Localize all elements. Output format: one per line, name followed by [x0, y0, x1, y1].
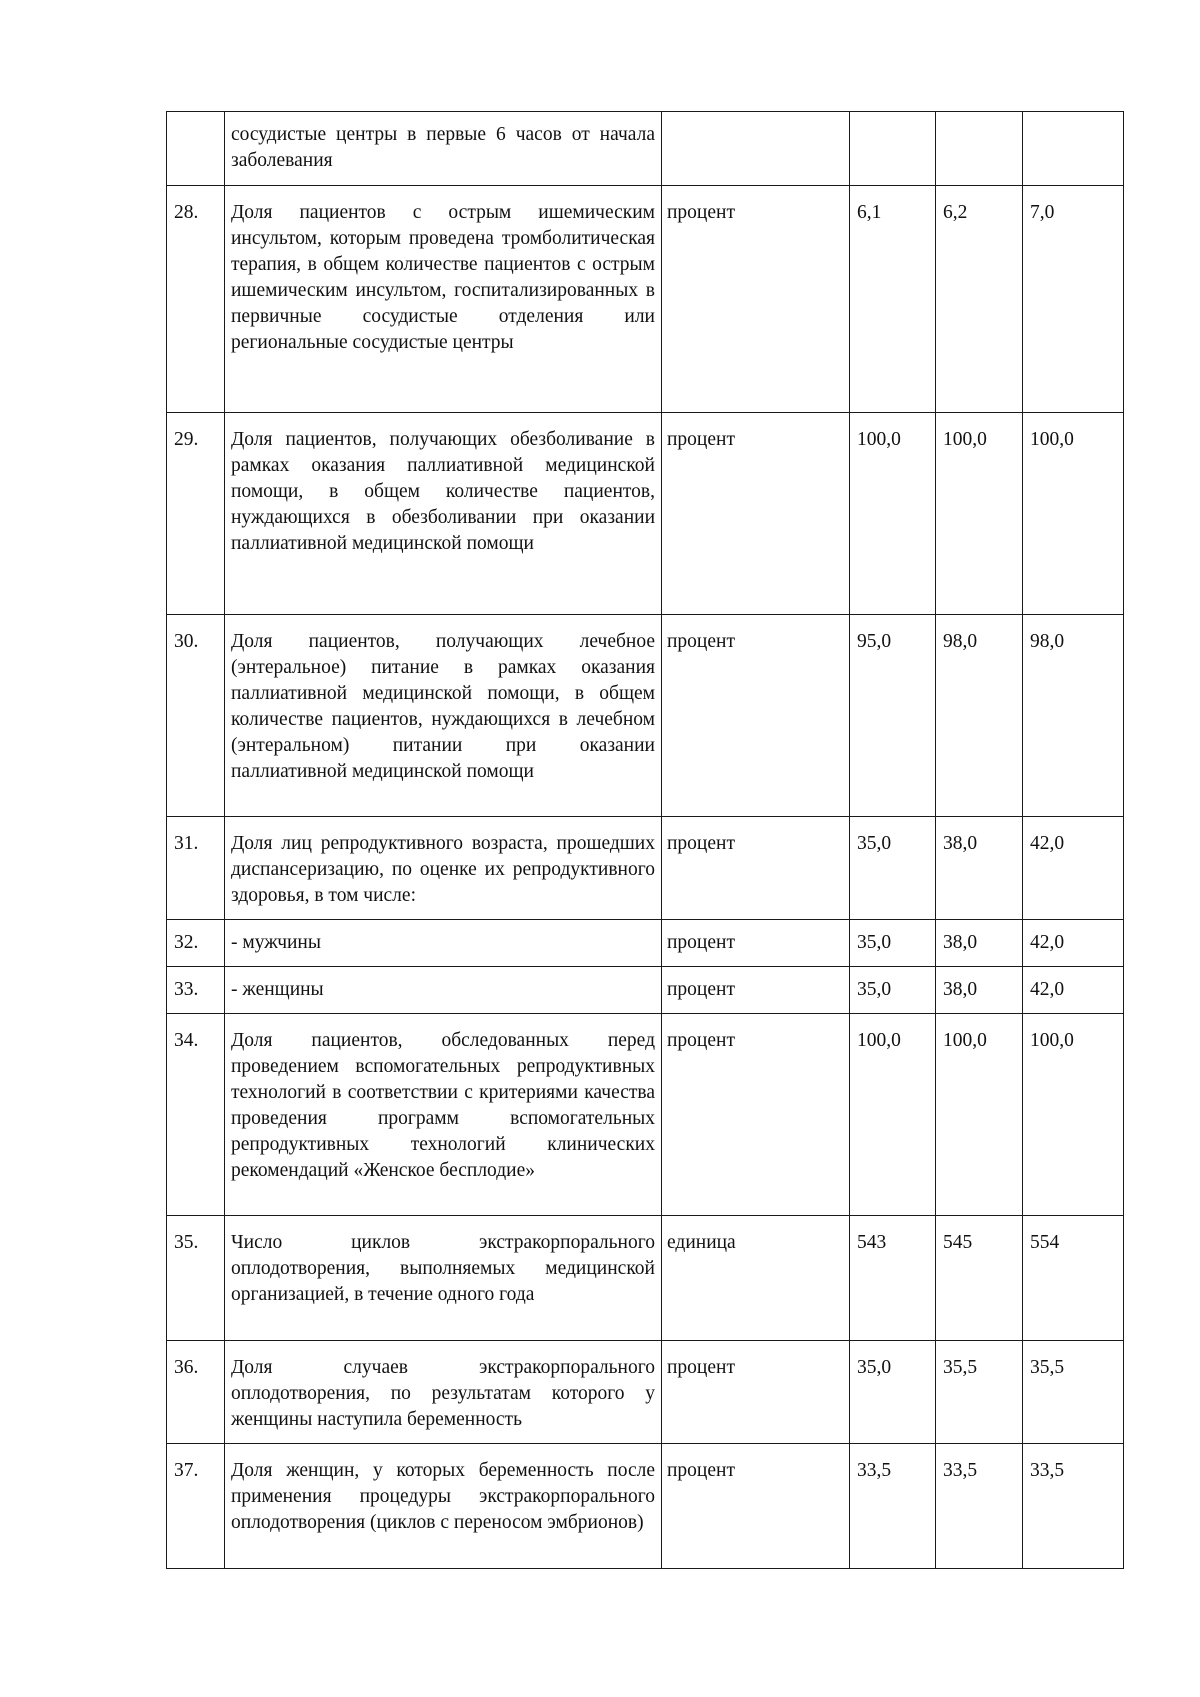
indicators-table — [166, 111, 1124, 1569]
value-year-3: 100,0 — [1023, 413, 1124, 615]
row-number: 31. — [167, 817, 225, 920]
value-year-2: 545 — [936, 1216, 1023, 1341]
table-row — [167, 112, 1124, 186]
unit-of-measure: процент — [662, 186, 850, 413]
table-row — [167, 920, 1124, 967]
indicator-description: Доля пациентов, получающих лечебное (энтеральное) питание в рамках оказания паллиативной медицинской помощи, в общем количестве пациентов, нуждающихся в лечебном (энтеральном) питании при оказании паллиативной медицинской помощи — [225, 615, 662, 817]
unit-of-measure: процент — [662, 615, 850, 817]
table-row — [167, 967, 1124, 1014]
row-number: 28. — [167, 186, 225, 413]
value-year-2: 33,5 — [936, 1444, 1023, 1569]
indicator-description: Доля пациентов, обследованных перед проведением вспомогательных репродуктивных технологий в соответствии с критериями качества проведения программ вспомогательных репродуктивных технологий клинических рекомендаций «Женское бесплодие» — [225, 1014, 662, 1216]
value-year-1 — [850, 112, 936, 186]
value-year-1: 6,1 — [850, 186, 936, 413]
unit-of-measure: процент — [662, 817, 850, 920]
table-row — [167, 1216, 1124, 1341]
table-row — [167, 186, 1124, 413]
value-year-1: 35,0 — [850, 967, 936, 1014]
value-year-2: 38,0 — [936, 817, 1023, 920]
value-year-3: 42,0 — [1023, 967, 1124, 1014]
indicator-description: Число циклов экстракорпорального оплодотворения, выполняемых медицинской организацией, в течение одного года — [225, 1216, 662, 1341]
value-year-2: 98,0 — [936, 615, 1023, 817]
value-year-3: 100,0 — [1023, 1014, 1124, 1216]
table-row — [167, 817, 1124, 920]
unit-of-measure: процент — [662, 967, 850, 1014]
value-year-1: 35,0 — [850, 920, 936, 967]
unit-of-measure — [662, 112, 850, 186]
value-year-1: 100,0 — [850, 413, 936, 615]
value-year-2 — [936, 112, 1023, 186]
indicator-description: Доля пациентов с острым ишемическим инсультом, которым проведена тромболитическая терапия, в общем количестве пациентов с острым ишемическим инсультом, госпитализированных в первичные сосудистые отделения или региональные сосудистые центры — [225, 186, 662, 413]
value-year-3: 42,0 — [1023, 920, 1124, 967]
value-year-2: 38,0 — [936, 967, 1023, 1014]
value-year-3: 42,0 — [1023, 817, 1124, 920]
table-row — [167, 1341, 1124, 1444]
row-number: 33. — [167, 967, 225, 1014]
value-year-3: 7,0 — [1023, 186, 1124, 413]
unit-of-measure: процент — [662, 1014, 850, 1216]
unit-of-measure: единица — [662, 1216, 850, 1341]
value-year-3: 33,5 — [1023, 1444, 1124, 1569]
row-number: 30. — [167, 615, 225, 817]
value-year-1: 95,0 — [850, 615, 936, 817]
value-year-3: 98,0 — [1023, 615, 1124, 817]
indicator-description: Доля лиц репродуктивного возраста, прошедших диспансеризацию, по оценке их репродуктивного здоровья, в том числе: — [225, 817, 662, 920]
row-number: 29. — [167, 413, 225, 615]
value-year-3 — [1023, 112, 1124, 186]
row-number: 34. — [167, 1014, 225, 1216]
row-number: 35. — [167, 1216, 225, 1341]
row-number: 36. — [167, 1341, 225, 1444]
unit-of-measure: процент — [662, 413, 850, 615]
indicator-description: Доля пациентов, получающих обезболивание в рамках оказания паллиативной медицинской помощи, в общем количестве пациентов, нуждающихся в обезболивании при оказании паллиативной медицинской помощи — [225, 413, 662, 615]
unit-of-measure: процент — [662, 1341, 850, 1444]
unit-of-measure: процент — [662, 1444, 850, 1569]
value-year-3: 35,5 — [1023, 1341, 1124, 1444]
unit-of-measure: процент — [662, 920, 850, 967]
value-year-2: 38,0 — [936, 920, 1023, 967]
value-year-2: 100,0 — [936, 1014, 1023, 1216]
table-row — [167, 1444, 1124, 1569]
value-year-1: 543 — [850, 1216, 936, 1341]
table-row — [167, 1014, 1124, 1216]
indicator-description: - женщины — [225, 967, 662, 1014]
value-year-1: 35,0 — [850, 817, 936, 920]
value-year-2: 35,5 — [936, 1341, 1023, 1444]
value-year-1: 33,5 — [850, 1444, 936, 1569]
value-year-2: 6,2 — [936, 186, 1023, 413]
row-number: 37. — [167, 1444, 225, 1569]
indicator-description: Доля женщин, у которых беременность после применения процедуры экстракорпорального оплодотворения (циклов с переносом эмбрионов) — [225, 1444, 662, 1569]
row-number: 32. — [167, 920, 225, 967]
value-year-1: 35,0 — [850, 1341, 936, 1444]
table-row — [167, 413, 1124, 615]
indicator-description: - мужчины — [225, 920, 662, 967]
value-year-3: 554 — [1023, 1216, 1124, 1341]
value-year-1: 100,0 — [850, 1014, 936, 1216]
table-row — [167, 615, 1124, 817]
indicator-description: сосудистые центры в первые 6 часов от начала заболевания — [225, 112, 662, 186]
value-year-2: 100,0 — [936, 413, 1023, 615]
indicator-description: Доля случаев экстракорпорального оплодотворения, по результатам которого у женщины наступила беременность — [225, 1341, 662, 1444]
row-number — [167, 112, 225, 186]
